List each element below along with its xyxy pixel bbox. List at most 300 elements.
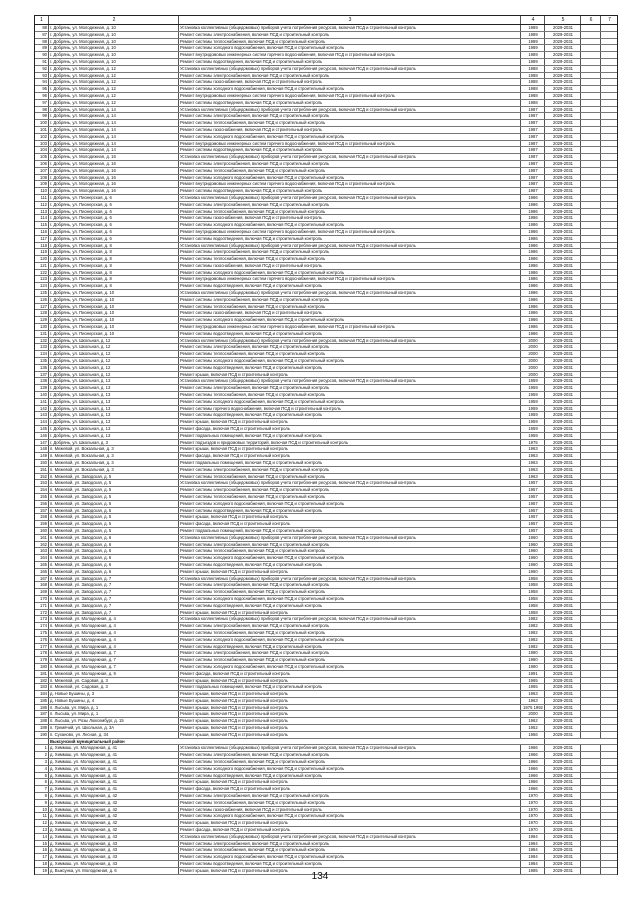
row-year-built: 1986 [521,304,545,310]
row-col-6 [581,691,601,697]
row-address: д. Химмаш, ул. Молодежная, д. 42 [49,820,179,826]
row-period: 2029-2031 [545,161,581,167]
row-year-built: 1984 [521,854,545,860]
table-row [35,514,617,521]
row-col-6 [581,73,601,79]
row-col-7 [601,283,617,289]
row-col-7 [601,378,617,384]
row-work-type: Ремонт системы теплоснабжения, включая ПСД и строительный контроль [179,800,521,806]
row-col-7 [601,419,617,425]
row-col-6 [581,542,601,548]
row-period: 2029-2031 [545,209,581,215]
row-work-type: Ремонт системы холодного водоснабжения, включая ПСД и строительный контроль [179,596,521,602]
row-col-6 [581,562,601,568]
table-row [35,243,617,250]
row-work-type: Ремонт крыши, включая ПСД и строительный контроль [179,610,521,616]
row-col-6 [581,304,601,310]
row-col-7 [601,195,617,201]
row-number: 177 [35,644,49,650]
row-col-6 [581,827,601,833]
row-address: г. Добрянь, ул. Молодежная, д. 10 [49,25,179,31]
table-row [35,372,617,379]
row-number: 93 [35,73,49,79]
row-work-type: Ремонт системы холодного водоснабжения, включая ПСД и строительный контроль [179,399,521,405]
row-number: 88 [35,25,49,31]
row-work-type: Установка коллективных (общедомовых) приборов учета потребления ресурсов, включая ПСД и строительный контроль [179,25,521,31]
row-number: 162 [35,542,49,548]
row-number: 157 [35,508,49,514]
row-col-7 [601,793,617,799]
table-row [35,779,617,786]
row-number: 149 [35,453,49,459]
row-year-built: 1989 [521,32,545,38]
row-period: 2029-2031 [545,827,581,833]
row-year-built: 1959 [521,406,545,412]
row-col-6 [581,650,601,656]
row-year-built: 1963 [521,691,545,697]
row-work-type: Ремонт системы водоотведения, включая ПСД и строительный контроль [179,773,521,779]
row-col-7 [601,59,617,65]
table-row [35,644,617,651]
header-col-3: 3 [179,16,521,24]
row-year-built: 1959 [521,392,545,398]
row-col-7 [601,202,617,208]
row-col-7 [601,372,617,378]
row-year-built: 1986 [521,202,545,208]
row-period: 2029-2031 [545,344,581,350]
row-address: г. Добрянь, ул. Молодежная, д. 14 [49,134,179,140]
row-number: 151 [35,467,49,473]
row-year-built: 1982 [521,623,545,629]
row-address: п. Межевой, ул. Заводская, д. 7 [49,589,179,595]
row-col-6 [581,338,601,344]
row-col-7 [601,555,617,561]
row-col-7 [601,847,617,853]
row-year-built: 1989 [521,45,545,51]
row-address: г. Добрянь, ул. Пионерская, д. 10 [49,324,179,330]
row-period: 2029-2031 [545,107,581,113]
row-period: 2029-2031 [545,310,581,316]
row-col-7 [601,610,617,616]
row-address: п. Межевой, ул. Заводская, д. 5 [49,528,179,534]
row-year-built: 1952 [521,725,545,731]
row-address: п. Межевой, ул. Заводская, д. 5 [49,487,179,493]
row-year-built: 1986 [521,249,545,255]
row-address: п. Межевой, ул. Молодежная, д. 7 [49,657,179,663]
row-col-6 [581,283,601,289]
row-number: 96 [35,93,49,99]
row-number: 152 [35,474,49,480]
row-year-built: 1991 [521,671,545,677]
row-col-7 [601,576,617,582]
row-number: 118 [35,243,49,249]
row-period: 2029-2031 [545,52,581,58]
table-row [35,773,617,780]
row-number: 13 [35,827,49,833]
row-col-7 [601,310,617,316]
row-col-6 [581,582,601,588]
row-address: д. Химмаш, ул. Молодежная, д. 41 [49,773,179,779]
row-address: г. Добрянь, ул. Молодежная, д. 10 [49,32,179,38]
row-work-type: Ремонт крыши, включая ПСД и строительный контроль [179,779,521,785]
row-year-built: 1987 [521,154,545,160]
row-work-type: Ремонт системы электроснабжения, включая ПСД и строительный контроль [179,752,521,758]
row-number: 171 [35,603,49,609]
district-heading: Выксунский муниципальный район [49,739,545,745]
table-row [35,324,617,331]
table-row [35,127,617,134]
table-row [35,698,617,705]
row-year-built: 1987 [521,188,545,194]
row-col-6 [581,222,601,228]
row-col-6 [581,555,601,561]
row-address: п. Лысьва, ул. Розы Люксембург, д. 15 [49,718,179,724]
row-year-built: 1986 [521,297,545,303]
table-row [35,202,617,209]
table-row [35,501,617,508]
table-row [35,508,617,515]
row-number: 117 [35,236,49,242]
row-work-type: Ремонт внутридомовых инженерных систем горячего водоснабжения, включая ПСД и строительный контроль [179,324,521,330]
row-col-6 [581,705,601,711]
row-work-type: Установка коллективных (общедомовых) приборов учета потребления ресурсов, включая ПСД и строительный контроль [179,745,521,751]
row-work-type: Ремонт системы холодного водоснабжения, включая ПСД и строительный контроль [179,270,521,276]
table-row [35,79,617,86]
row-period: 2029-2031 [545,453,581,459]
row-address: д. Выксунка, ул. Молодежная, д. 6 [49,868,179,874]
table-row [35,732,617,739]
row-work-type: Ремонт внутридомовых инженерных систем горячего водоснабжения, включая ПСД и строительный контроль [179,181,521,187]
row-col-7 [601,32,617,38]
row-col-6 [581,487,601,493]
row-period: 2029-2031 [545,773,581,779]
header-col-2: 2 [49,16,179,24]
table-row [35,827,617,834]
row-work-type: Ремонт системы теплоснабжения, включая ПСД и строительный контроль [179,759,521,765]
table-row [35,86,617,93]
row-work-type: Ремонт системы холодного водоснабжения, включая ПСД и строительный контроль [179,358,521,364]
header-col-5: 5 [545,16,581,24]
row-col-6 [581,800,601,806]
row-number: 109 [35,181,49,187]
row-year-built: 1986 [521,263,545,269]
row-period: 2029-2031 [545,229,581,235]
table-row [35,576,617,583]
row-period: 2029-2031 [545,596,581,602]
table-row [35,175,617,182]
table-row [35,569,617,576]
row-col-6 [581,365,601,371]
row-col-7 [601,657,617,663]
row-number: 136 [35,365,49,371]
row-work-type: Ремонт внутридомовых инженерных систем горячего водоснабжения, включая ПСД и строительный контроль [179,276,521,282]
row-address: г. Добрянь, ул. Молодежная, д. 14 [49,107,179,113]
row-col-6 [581,657,601,663]
row-col-7 [601,209,617,215]
row-year-built: 1960 [521,535,545,541]
row-col-7 [601,759,617,765]
row-year-built: 1958 [521,576,545,582]
row-address: г. Добрянь, ул. Школьная, д. 12 [49,338,179,344]
row-col-7 [601,433,617,439]
row-col-7 [601,45,617,51]
row-year-built: 2000 [521,711,545,717]
table-row [35,834,617,841]
row-work-type: Установка коллективных (общедомовых) приборов учета потребления ресурсов, включая ПСД и строительный контроль [179,834,521,840]
row-col-7 [601,107,617,113]
row-year-built: 1989 [521,52,545,58]
row-work-type: Установка коллективных (общедомовых) приборов учета потребления ресурсов, включая ПСД и строительный контроль [179,195,521,201]
row-address: д. Химмаш, ул. Молодежная, д. 41 [49,766,179,772]
row-col-6 [581,501,601,507]
row-address: г. Добрянь, ул. Школьная, д. 13 [49,399,179,405]
row-year-built: 1986 [521,215,545,221]
row-col-7 [601,664,617,670]
row-number: 108 [35,175,49,181]
table-row [35,59,617,66]
row-address: п. Межевой, ул. Молодежная, д. 4 [49,616,179,622]
row-year-built: 1984 [521,847,545,853]
row-col-7 [601,800,617,806]
row-col-6 [581,107,601,113]
row-period: 2029-2031 [545,535,581,541]
row-period: 2029-2031 [545,141,581,147]
row-work-type: Ремонт системы холодного водоснабжения, включая ПСД и строительный контроль [179,175,521,181]
row-address: д. Химмаш, ул. Молодежная, д. 43 [49,841,179,847]
row-col-7 [601,113,617,119]
row-address: г. Добрянь, ул. Пионерская, д. 10 [49,310,179,316]
row-number: 10 [35,807,49,813]
row-col-6 [581,181,601,187]
row-year-built: 1986 [521,229,545,235]
row-work-type: Ремонт подвальных помещений, включая ПСД и строительный контроль [179,433,521,439]
row-period: 2029-2031 [545,25,581,31]
row-period: 2029-2031 [545,426,581,432]
row-number: 100 [35,120,49,126]
row-col-7 [601,467,617,473]
row-period: 2029-2031 [545,392,581,398]
row-period: 2029-2031 [545,752,581,758]
table-row [35,453,617,460]
row-address: г. Добрянь, ул. Школьная, д. 12 [49,344,179,350]
table-row [35,759,617,766]
header-col-6: 6 [581,16,601,24]
row-work-type: Ремонт системы электроснабжения, включая ПСД и строительный контроль [179,623,521,629]
row-address: п. Межевой, ул. Заводская, д. 7 [49,576,179,582]
row-col-6 [581,161,601,167]
row-address: д. Химмаш, ул. Молодежная, д. 42 [49,793,179,799]
table-row [35,168,617,175]
row-work-type: Ремонт подвальных помещений, включая ПСД и строительный контроль [179,684,521,690]
row-year-built: 1988 [521,79,545,85]
row-address: д. Химмаш, ул. Молодежная, д. 43 [49,861,179,867]
row-period: 2029-2031 [545,474,581,480]
row-work-type: Ремонт системы водоотведения, включая ПСД и строительный контроль [179,188,521,194]
row-number: 135 [35,358,49,364]
row-number: 133 [35,344,49,350]
row-work-type: Ремонт системы холодного водоснабжения, включая ПСД и строительный контроль [179,664,521,670]
row-work-type: Ремонт системы теплоснабжения, включая ПСД и строительный контроль [179,474,521,480]
row-year-built: 1960 [521,542,545,548]
row-number: 89 [35,45,49,51]
row-year-built: 1987 [521,168,545,174]
row-number: 5 [35,773,49,779]
row-col-7 [601,582,617,588]
row-address: г. Добрянь, ул. Пионерская, д. 10 [49,304,179,310]
row-col-6 [581,378,601,384]
row-number: 8 [35,793,49,799]
table-header-row [35,15,617,25]
district-heading-row [35,739,617,746]
table-row [35,256,617,263]
row-period: 2029-2031 [545,508,581,514]
row-number: 147 [35,440,49,446]
row-number: 101 [35,127,49,133]
row-year-built: 1960 [521,555,545,561]
row-col-7 [601,222,617,228]
row-col-7 [601,521,617,527]
row-col-6 [581,392,601,398]
row-period: 2029-2031 [545,358,581,364]
row-address: г. Добрянь, ул. Пионерская, д. 8 [49,283,179,289]
row-period: 2029-2031 [545,317,581,323]
row-number: 90 [35,52,49,58]
row-period: 2029-2031 [545,467,581,473]
table-row [35,800,617,807]
row-year-built: 1984 [521,841,545,847]
row-period: 2029-2031 [545,406,581,412]
row-number: 6 [35,779,49,785]
row-work-type: Ремонт системы электроснабжения, включая ПСД и строительный контроль [179,113,521,119]
row-address: д. Химмаш, ул. Молодежная, д. 43 [49,854,179,860]
table-row [35,596,617,603]
row-col-7 [601,392,617,398]
row-address: г. Добрянь, ул. Пионерская, д. 8 [49,263,179,269]
row-number: 4 [35,766,49,772]
row-address: г. Добрянь, ул. Молодежная, д. 10 [49,52,179,58]
table-row [35,820,617,827]
row-address: п. Межевой, ул. Молодежная, д. 4 [49,623,179,629]
row-col-7 [601,671,617,677]
table-row [35,344,617,351]
row-work-type: Установка коллективных (общедомовых) приборов учета потребления ресурсов, включая ПСД и строительный контроль [179,243,521,249]
row-period: 2029-2031 [545,861,581,867]
table-row [35,93,617,100]
row-year-built: 1988 [521,93,545,99]
row-work-type: Ремонт подъездов и придомовых территорий, включая ПСД и строительный контроль [179,440,521,446]
row-year-built: 2000 [521,358,545,364]
row-year-built: 2000 [521,351,545,357]
row-period: 2029-2031 [545,528,581,534]
row-number: 184 [35,691,49,697]
row-year-built: 1986 [521,195,545,201]
table-row [35,854,617,861]
row-period: 2029-2031 [545,134,581,140]
row-col-7 [601,365,617,371]
row-year-built: 1975 [521,440,545,446]
row-number: 172 [35,610,49,616]
repair-schedule-table [34,15,618,875]
row-col-7 [601,501,617,507]
row-work-type: Установка коллективных (общедомовых) приборов учета потребления ресурсов, включая ПСД и строительный контроль [179,107,521,113]
row-address: п. Межевой, ул. Заводская, д. 5 [49,480,179,486]
row-col-6 [581,66,601,72]
row-address: д. Химмаш, ул. Молодежная, д. 41 [49,759,179,765]
row-year-built: 1960 [521,548,545,554]
row-year-built: 1958 [521,582,545,588]
row-col-6 [581,243,601,249]
row-col-6 [581,718,601,724]
row-number: 182 [35,678,49,684]
row-year-built: 1959 [521,433,545,439]
row-period: 2029-2031 [545,222,581,228]
row-col-7 [601,861,617,867]
table-row [35,542,617,549]
row-col-7 [601,718,617,724]
row-col-7 [601,358,617,364]
row-col-6 [581,684,601,690]
row-col-6 [581,589,601,595]
table-row [35,548,617,555]
row-col-7 [601,66,617,72]
row-address: д. Химмаш, ул. Молодежная, д. 41 [49,786,179,792]
row-work-type: Ремонт системы водоотведения, включая ПСД и строительный контроль [179,508,521,514]
row-number: 115 [35,222,49,228]
table-row [35,378,617,385]
table-row [35,664,617,671]
row-period: 2029-2031 [545,297,581,303]
row-number: 121 [35,263,49,269]
row-address: п. Межевой, ул. Заводская, д. 7 [49,610,179,616]
row-col-7 [601,684,617,690]
row-year-built: 1965 [521,684,545,690]
row-period: 2029-2031 [545,711,581,717]
row-year-built: 1980 [521,664,545,670]
row-col-6 [581,412,601,418]
row-number: 170 [35,596,49,602]
row-col-7 [601,127,617,133]
row-address: г. Добрянь, ул. Школьная, д. 3 [49,440,179,446]
row-col-7 [601,426,617,432]
row-work-type: Ремонт системы водоотведения, включая ПСД и строительный контроль [179,59,521,65]
row-number: 128 [35,310,49,316]
row-period: 2029-2031 [545,569,581,575]
row-col-7 [601,569,617,575]
row-col-6 [581,290,601,296]
row-work-type: Установка коллективных (общедомовых) приборов учета потребления ресурсов, включая ПСД и строительный контроль [179,616,521,622]
row-work-type: Ремонт системы водоотведения, включая ПСД и строительный контроль [179,603,521,609]
row-col-7 [601,813,617,819]
row-address: г. Добрянь, ул. Молодежная, д. 16 [49,181,179,187]
table-row [35,236,617,243]
table-row [35,610,617,617]
row-work-type: Ремонт системы водоотведения, включая ПСД и строительный контроль [179,100,521,106]
table-row [35,582,617,589]
row-number: 119 [35,249,49,255]
row-work-type: Ремонт фасада, включая ПСД и строительный контроль [179,786,521,792]
row-number: 183 [35,684,49,690]
row-year-built: 2000 [521,344,545,350]
row-address: п. Лысьва, ул. Мира, д. 1 [49,711,179,717]
table-row [35,705,617,712]
row-col-6 [581,773,601,779]
table-row [35,813,617,820]
row-number: 145 [35,426,49,432]
row-col-7 [601,820,617,826]
row-year-built: 1959 [521,385,545,391]
row-period: 2029-2031 [545,691,581,697]
row-work-type: Ремонт подвальных помещений, включая ПСД и строительный контроль [179,460,521,466]
